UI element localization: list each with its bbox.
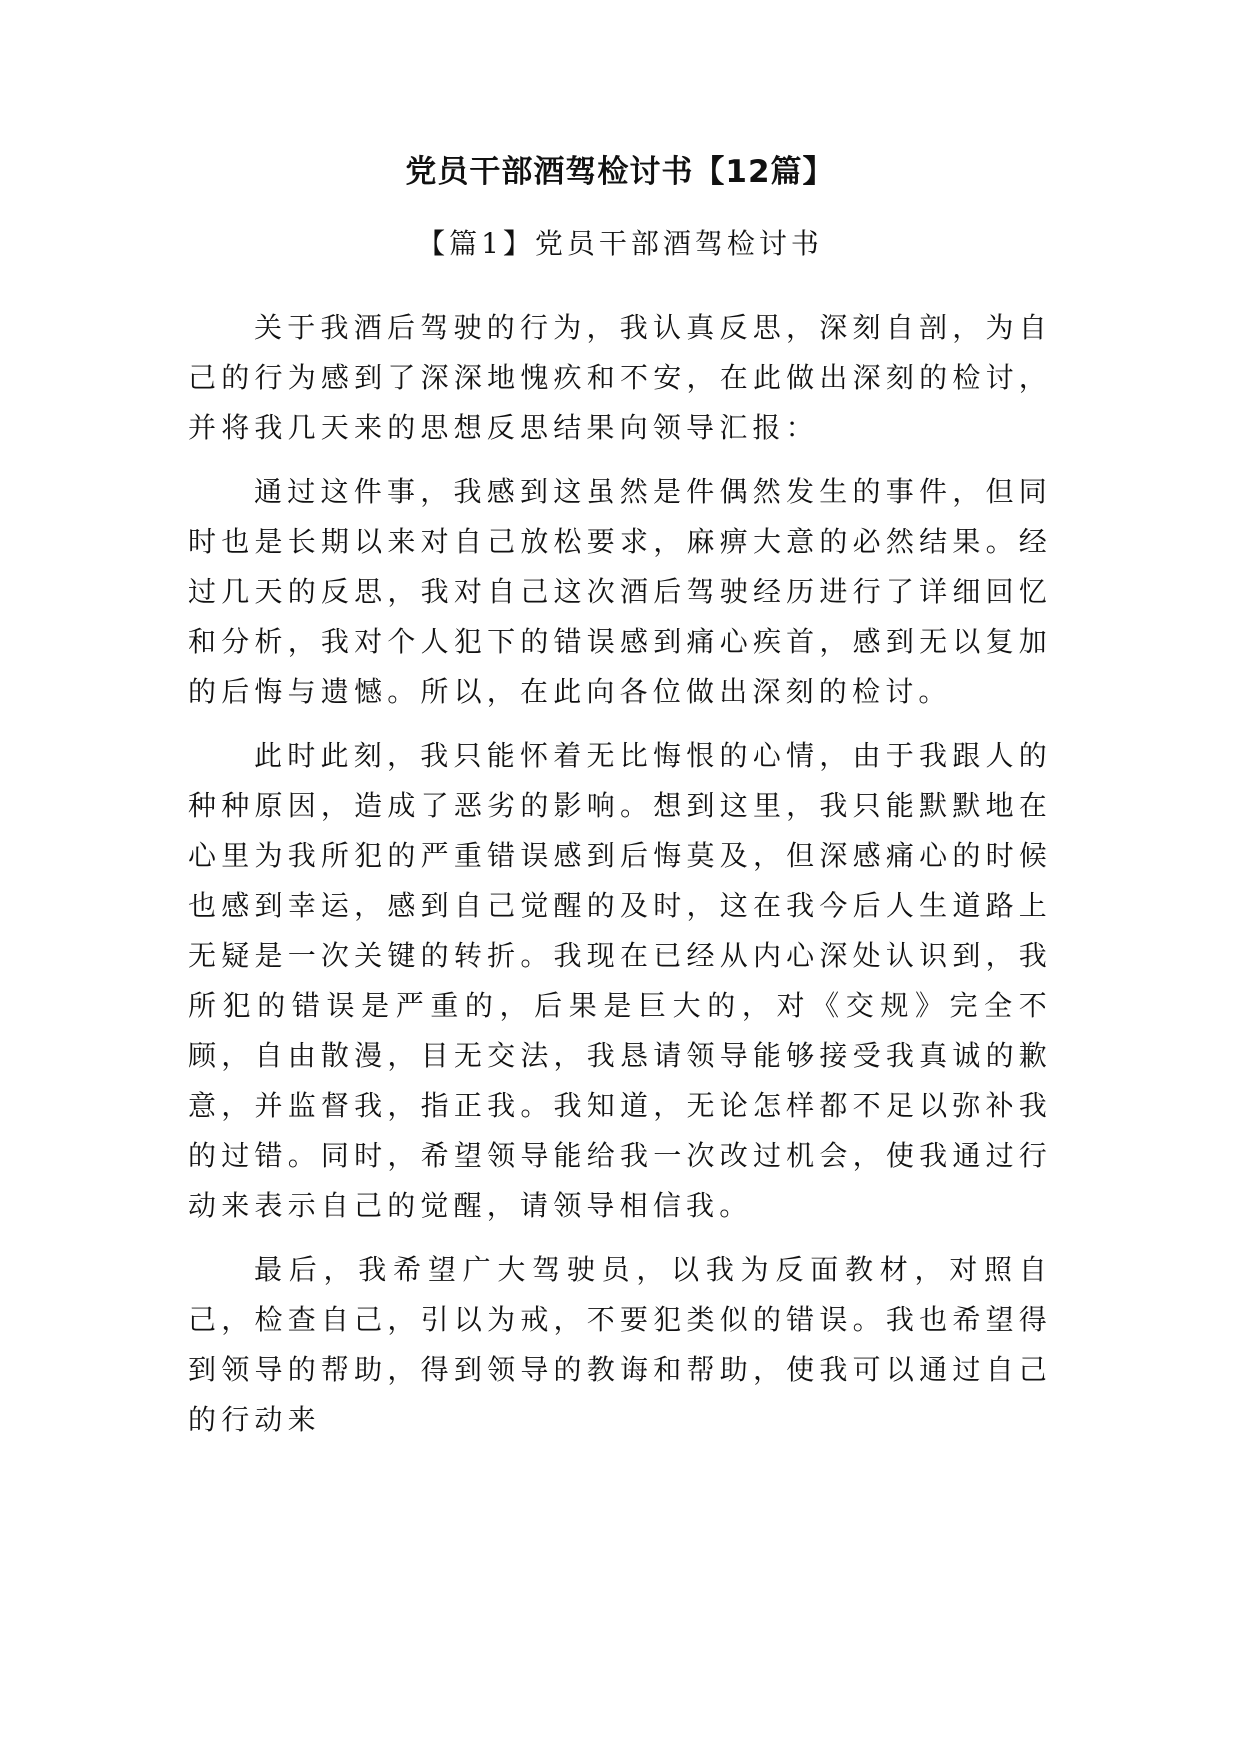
body-paragraph: 通过这件事，我感到这虽然是件偶然发生的事件，但同时也是长期以来对自己放松要求，麻痹大意的必然结果。经过几天的反思，我对自己这次酒后驾驶经历进行了详细回忆和分析，我对个人犯下的错误感到痛心疾首，感到无以复加的后悔与遗憾。所以，在此向各位做出深刻的检讨。 (188, 475, 1052, 708)
section-heading: 【篇1】党员干部酒驾检讨书 (417, 227, 823, 260)
body-paragraph: 关于我酒后驾驶的行为，我认真反思，深刻自剖，为自己的行为感到了深深地愧疚和不安，在此做出深刻的检讨，并将我几天来的思想反思结果向领导汇报： (188, 311, 1052, 444)
body-paragraph: 最后，我希望广大驾驶员，以我为反面教材，对照自己，检查自己，引以为戒，不要犯类似的错误。我也希望得到领导的帮助，得到领导的教诲和帮助，使我可以通过自己的行动来 (188, 1253, 1052, 1436)
document-body (188, 303, 1052, 1459)
body-paragraph: 此时此刻，我只能怀着无比悔恨的心情，由于我跟人的种种原因，造成了恶劣的影响。想到这里，我只能默默地在心里为我所犯的严重错误感到后悔莫及，但深感痛心的时候也感到幸运，感到自己觉醒的及时，这在我今后人生道路上无疑是一次关键的转折。我现在已经从内心深处认识到，我所犯的错误是严重的，后果是巨大的，对《交规》完全不顾，自由散漫，目无交法，我恳请领导能够接受我真诚的歉意，并监督我，指正我。我知道，无论怎样都不足以弥补我的过错。同时，希望领导能给我一次改过机会，使我通过行动来表示自己的觉醒，请领导相信我。 (188, 739, 1052, 1222)
document-title: 党员干部酒驾检讨书【12篇】 (405, 154, 835, 190)
